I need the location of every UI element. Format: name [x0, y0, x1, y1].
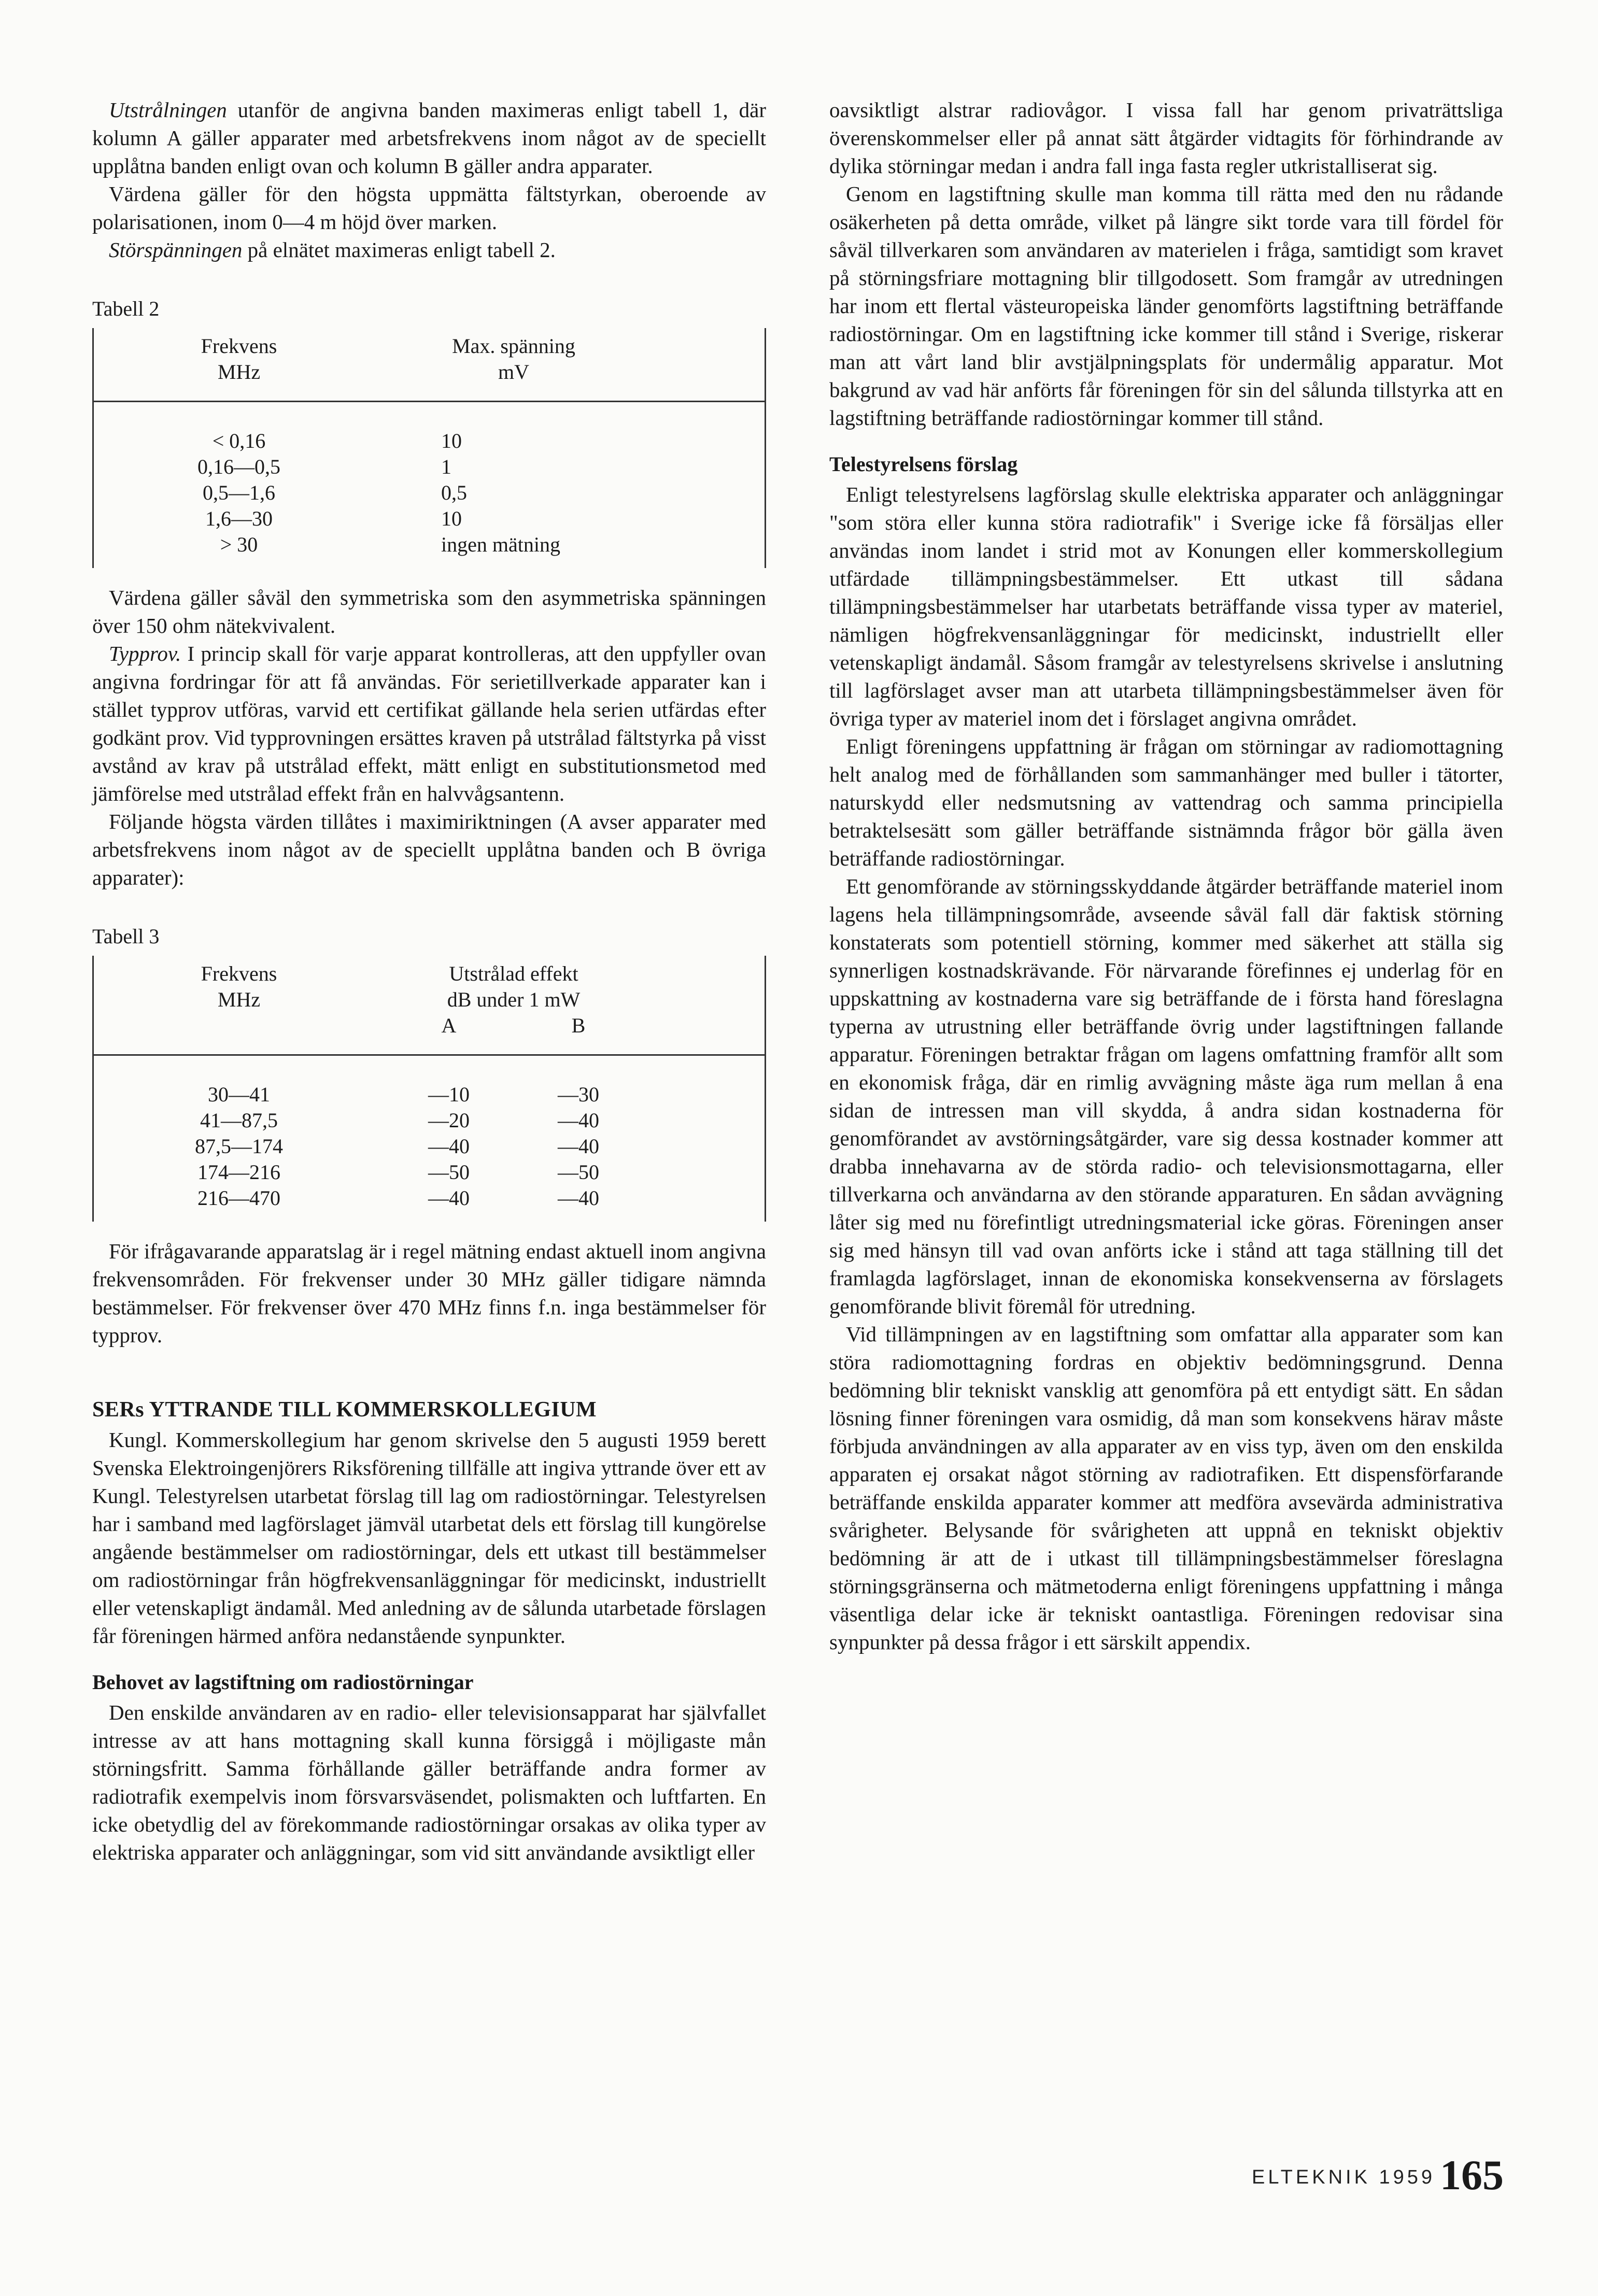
cell-frequency: < 0,16	[212, 429, 266, 452]
cell-voltage: 1	[441, 455, 451, 478]
table-3-caption: Tabell 3	[92, 925, 160, 948]
table-row	[94, 1082, 765, 1108]
left-column	[92, 96, 766, 1866]
cell-frequency: 216—470	[197, 1186, 280, 1210]
header-line: Utstrålad effekt	[449, 962, 578, 985]
paragraph: Kungl. Kommerskollegium har genom skrivelse den 5 augusti 1959 berett Svenska Elektroingenjörers Riksförening tillfälle att ingiva yttrande över ett av Kungl. Telestyrelsen utarbetat förslag till lag om radiostörningar. Telestyrelsen har i samband med lagförslaget jämväl utarbetat dels ett förslag till kungörelse angående bestämmelser om radiostörningar, dels ett utkast till bestämmelser om radiostörningar från högfrekvensanläggningar för medicinskt, industriellt eller vetenskapligt ändamål. Med anledning av de sålunda utarbetade förslagen får föreningen härmed anföra nedanstående synpunkter.	[92, 1428, 766, 1648]
table-body	[94, 1056, 765, 1211]
cell-frequency: 174—216	[197, 1160, 280, 1184]
subsection-heading: Behovet av lagstiftning om radiostörningar	[92, 1670, 474, 1694]
table-header	[94, 961, 765, 1056]
paragraph: Den enskilde användaren av en radio- eller televisionsapparat har självfallet intresse av att hans mottagning skall kunna försiggå i möjligaste mån störningsfritt. Samma förhållande gäller beträffande andra former av radiotrafik exempelvis inom försvarsväsendet, polismakten och luftfarten. En icke obetydlig del av förekommande radiostörningar orsakas av olika typer av elektriska apparater och anläggningar, som vid sitt användande avsiktligt eller	[92, 1700, 766, 1864]
table-row	[94, 532, 765, 558]
paragraph: Följande högsta värden tillåtes i maximiriktningen (A avser apparater med arbetsfrekvens inom något av de speciellt upplåtna banden och B övriga apparater):	[92, 810, 766, 889]
table-row	[94, 1185, 765, 1211]
paragraph-text: på elnätet maximeras enligt tabell 2.	[242, 238, 556, 262]
table-row	[94, 454, 765, 480]
cell-voltage: 0,5	[441, 481, 467, 504]
col-b-header: B	[571, 1014, 586, 1037]
header-subcolumns	[384, 1013, 643, 1039]
table-3	[92, 956, 766, 1222]
cell-b: —50	[558, 1160, 599, 1184]
cell-b: —40	[558, 1109, 599, 1132]
table-body	[94, 402, 765, 558]
cell-frequency: 1,6—30	[205, 507, 273, 530]
cell-a: —50	[428, 1160, 470, 1184]
right-column	[829, 96, 1503, 1656]
col-a-header: A	[441, 1014, 457, 1037]
cell-b: —40	[558, 1135, 599, 1158]
cell-b: —30	[558, 1083, 599, 1106]
paragraph-text: utanför de angivna banden maximeras enligt tabell 1, där kolumn A gäller apparater med arbetsfrekvens inom något av de speciellt upplåtna banden enligt ovan och kolumn B gäller andra apparater.	[92, 98, 766, 178]
table-row	[94, 1159, 765, 1185]
header-unit: MHz	[217, 988, 261, 1011]
paragraph: oavsiktligt alstrar radiovågor. I vissa fall har genom privaträttsliga överenskommelser eller på annat sätt åtgärder vidtagits för förhindrande av dylika störningar medan i andra fall inga fasta regler utkristalliserat sig.	[829, 98, 1503, 178]
cell-voltage: ingen mätning	[441, 533, 560, 556]
subsection-heading: Telestyrelsens förslag	[829, 452, 1018, 476]
cell-frequency: > 30	[220, 533, 258, 556]
cell-a: —10	[428, 1083, 470, 1106]
paragraph: Genom en lagstiftning skulle man komma till rätta med den nu rådande osäkerheten på detta område, vilket på längre sikt torde vara till fördel för såväl tillverkaren som användaren av materielen i fråga, samtidigt som kravet på störningsfriare mottagning blir tillgodosett. Som framgår av utredningen har inom ett flertal västeuropeiska länder genomförts lagstiftning beträffande radiostörningar. Om en lagstiftning icke kommer till stånd i Sverige, riskerar man att vårt land blir avstjälpningsplats för undermålig apparatur. Mot bakgrund av vad här anförts får föreningen för sin del sålunda tillstyrka att en lagstiftning beträffande radiostörningar kommer till stånd.	[829, 182, 1503, 430]
paragraph: Enligt föreningens uppfattning är frågan om störningar av radiomottagning helt analog med de förhållanden som sammanhänger med buller i tätorter, naturskydd eller nedsmutsning av vattendrag och samma principiella betraktelsesätt som gäller beträffande sistnämnda frågor bör gälla även beträffande radiostörningar.	[829, 734, 1503, 870]
header-line: Max. spänning	[452, 334, 575, 358]
journal-footer: ELTEKNIK 1959	[1252, 2166, 1436, 2188]
table-row	[94, 1133, 765, 1159]
cell-frequency: 41—87,5	[200, 1109, 278, 1132]
table-2	[92, 328, 766, 568]
cell-frequency: 30—41	[208, 1083, 270, 1106]
paragraph-utstralningen	[92, 96, 766, 180]
cell-voltage: 10	[441, 507, 462, 530]
col-radiated-power-header	[384, 961, 643, 1039]
col-voltage-header	[384, 333, 643, 385]
paragraph: Vid tillämpningen av en lagstiftning som omfattar alla apparater som kan störa radiomottagning fordras en objektiv bedömningsgrund. Denna bedömning blir tekniskt vansklig att genomföra på ett entydigt sätt. En sådan lösning finner föreningen vara osmidig, då man som konsekvens härav måste förbjuda användningen av alla apparater av en viss typ, även om den enskilda apparaten ej orsakat något störning av radiotrafiken. Ett dispensförfarande beträffande enskilda apparater kommer att medföra avsevärda administrativa svårigheter. Belysande för svårigheten att uppnå en tekniskt objektiv bedömning är att de i utkast till tillämpningsbestämmelser föreslagna störningsgränserna och mätmetoderna enligt föreningens uppfattning i många väsentliga delar icke är tekniskt oantastliga. Föreningen redovisar sina synpunkter på dessa frågor i ett särskilt appendix.	[829, 1322, 1503, 1654]
table-row	[94, 1108, 765, 1133]
cell-frequency: 0,16—0,5	[197, 455, 280, 478]
cell-b: —40	[558, 1186, 599, 1210]
table-row	[94, 506, 765, 532]
paragraph: För ifrågavarande apparatslag är i regel mätning endast aktuell inom angivna frekvensområden. För frekvenser under 30 MHz gäller tidigare nämnda bestämmelser. För frekvenser över 470 MHz finns f.n. inga bestämmelser för typprov.	[92, 1239, 766, 1347]
table-row	[94, 480, 765, 506]
col-frequency-header	[94, 333, 384, 385]
header-unit: mV	[498, 360, 529, 384]
table-header	[94, 333, 765, 402]
paragraph: Ett genomförande av störningsskyddande åtgärder beträffande materiel inom lagens hela tillämpningsområde, avseende såväl fall där faktisk störning konstaterats som potentiell störning, kommer med säkerhet att ställa sig synnerligen kostnadskrävande. För närvarande förefinnes ej underlag för en uppskattning av kostnaderna vare sig beträffande de i första hand föreslagna typerna av utrustning eller beträffande övrig under lagstiftningen fallande apparatur. Föreningen betraktar frågan om lagens omfattning framför allt som en ekonomisk fråga, där en rimlig avvägning måste äga rum mellan å ena sidan de intressen man vill skydda, å andra sidan kostnaderna för genomförandet av avstörningsåtgärder, vare sig dessa kostnader kommer att drabba innehavarna av de störda radio- och televisionsmottagarna, eller tillverkarna och användarna av den störande apparaturen. En sådan avvägning låter sig med nu förefintligt utredningsmaterial icke göras. Föreningen anser sig med hänsyn till vad ovan anförts icke i stånd att taga ställning till det framlagda lagförslaget, innan de ekonomiska konsekvenserna av förslagets genomförande blivit föremål för utredning.	[829, 874, 1503, 1318]
paragraph-storspanningen	[92, 236, 766, 264]
lead-term: Störspänningen	[109, 238, 243, 262]
paragraph: Enligt telestyrelsens lagförslag skulle elektriska apparater och anläggningar "som störa eller kunna störa radiotrafik" i Sverige icke få försäljas eller användas inom landet i strid mot av Konungen eller kommerskollegium utfärdade tillämpningsbestämmelser. Ett utkast till sådana tillämpningsbestämmelser har utarbetats beträffande vissa typer av materiel, nämligen högfrekvensanläggningar för medicinskt, industriellt eller vetenskapligt ändamål. Såsom framgår av telestyrelsens skrivelse i anslutning till lagförslaget avser man att utarbeta tillämpningsbestämmelser även för övriga typer av materiel inom det i förslaget angivna området.	[829, 483, 1503, 730]
section-heading: SERs YTTRANDE TILL KOMMERSKOLLEGIUM	[92, 1398, 597, 1422]
col-frequency-header	[94, 961, 384, 1039]
lead-term: Typprov.	[109, 642, 181, 665]
lead-term: Utstrålningen	[109, 98, 227, 122]
cell-a: —40	[428, 1135, 470, 1158]
cell-a: —40	[428, 1186, 470, 1210]
paragraph: Värdena gäller för den högsta uppmätta fältstyrkan, oberoende av polarisationen, inom 0—4 m höjd över marken.	[92, 182, 766, 234]
header-line: Frekvens	[201, 962, 277, 985]
paragraph-text: I princip skall för varje apparat kontrolleras, att den uppfyller ovan angivna fordringar för att få användas. För serietillverkade apparater kan i stället typprov utföras, varvid ett certifikat gällande hela serien utfärdas efter godkänt prov. Vid typprovningen ersättes kraven på utstrålad fältstyrka på visst avstånd av krav på utstrålad effekt, mätt enligt en substitutionsmetod med jämförelse med utstrålad effekt från en halvvågsantenn.	[92, 642, 766, 805]
cell-frequency: 87,5—174	[195, 1135, 283, 1158]
cell-a: —20	[428, 1109, 470, 1132]
header-unit: dB under 1 mW	[447, 988, 581, 1011]
header-line: Frekvens	[201, 334, 277, 358]
paragraph-typprov	[92, 640, 766, 807]
page-number: 165	[1440, 2151, 1504, 2199]
cell-voltage: 10	[441, 429, 462, 452]
header-unit: MHz	[217, 360, 261, 384]
table-2-caption: Tabell 2	[92, 297, 160, 320]
table-row	[94, 428, 765, 454]
paragraph: Värdena gäller såväl den symmetriska som den asymmetriska spänningen över 150 ohm nätekvivalent.	[92, 586, 766, 637]
cell-frequency: 0,5—1,6	[203, 481, 275, 504]
